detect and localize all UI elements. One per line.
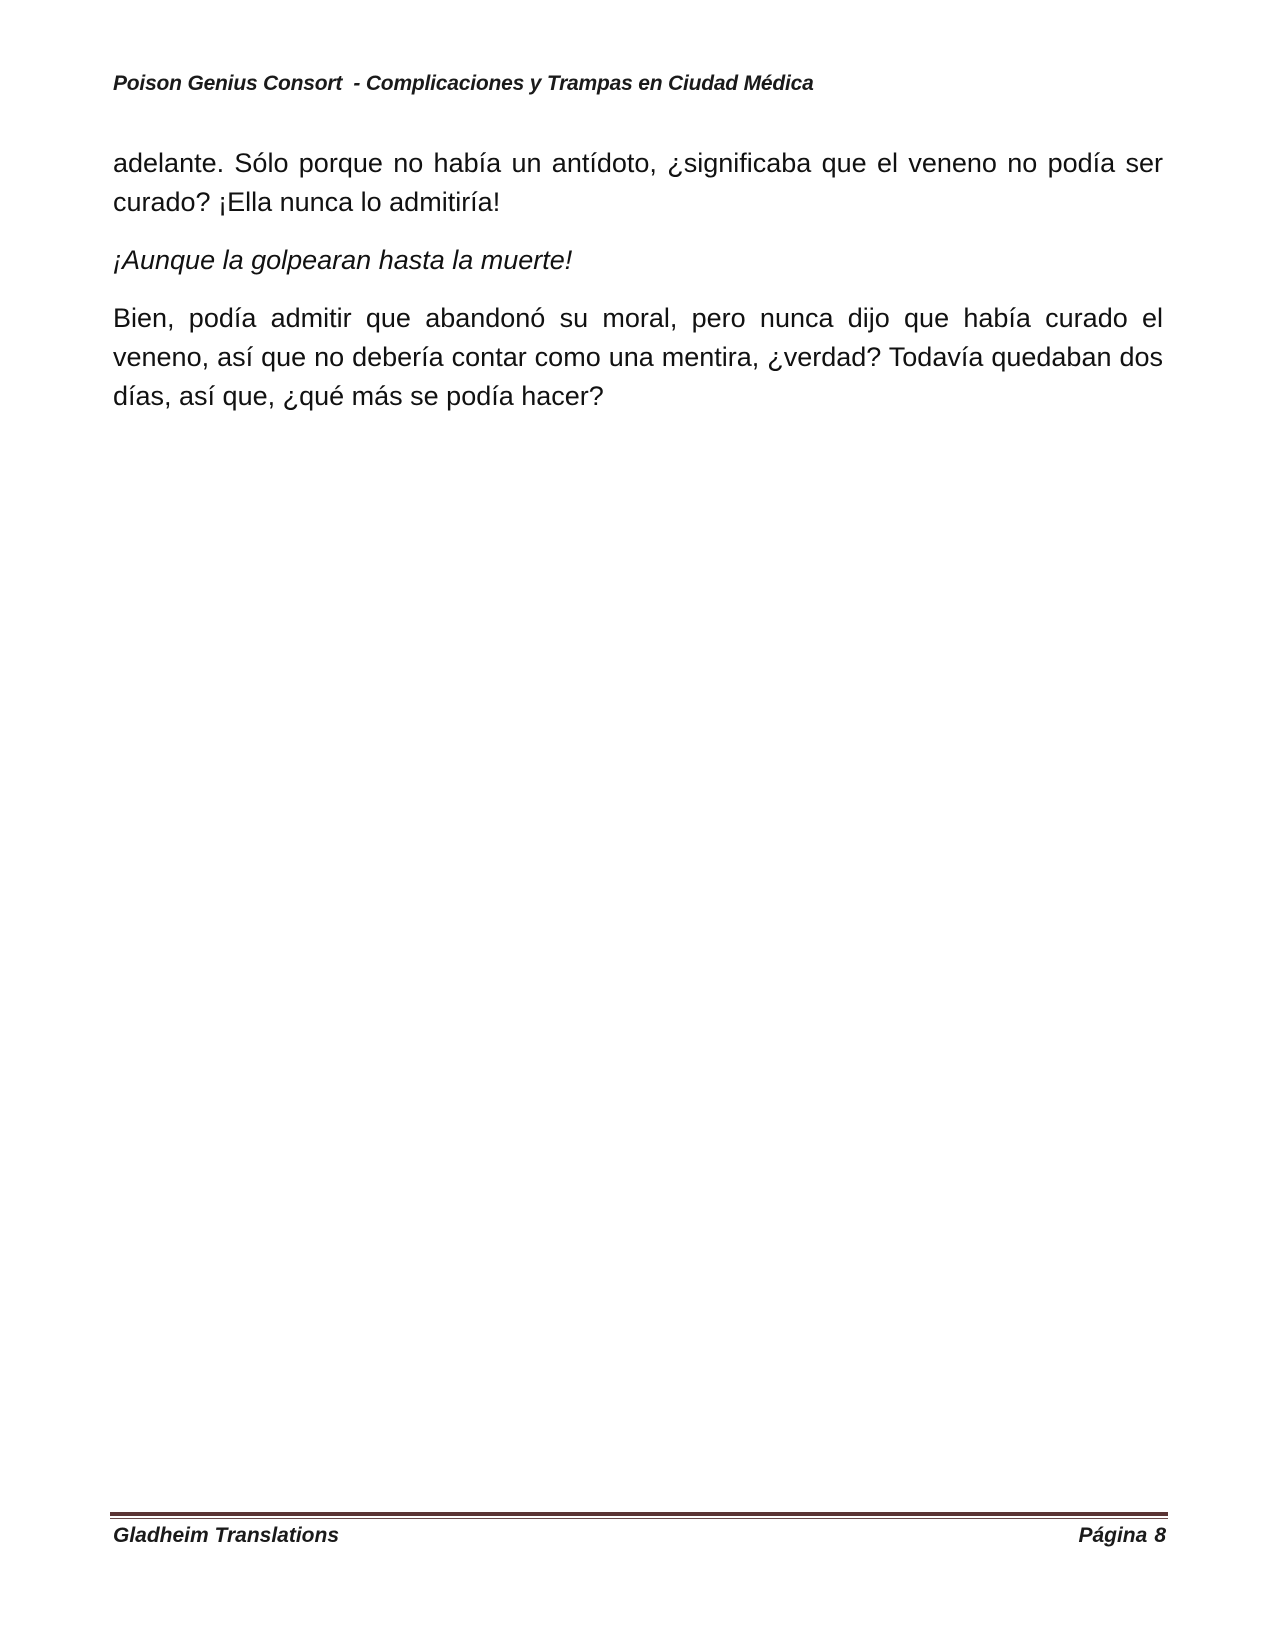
footer-divider	[110, 1512, 1168, 1519]
page-label: Página	[1078, 1524, 1148, 1547]
footer-divider-thick	[110, 1512, 1168, 1516]
page-number	[1078, 1524, 1166, 1548]
paragraph: Bien, podía admitir que abandonó su moral, pero nunca dijo que había curado el veneno, así que no debería contar como una mentira, ¿verdad? Todavía quedaban dos días, así que, ¿qué más se podía hacer?	[113, 303, 1163, 411]
running-header: Poison Genius Consort - Complicaciones y Trampas en Ciudad Médica	[113, 72, 814, 95]
page-number-value: 8	[1154, 1524, 1166, 1547]
page-footer	[113, 1524, 1166, 1548]
paragraph: adelante. Sólo porque no había un antídoto, ¿significaba que el veneno no podía ser curado? ¡Ella nunca lo admitiría!	[113, 148, 1163, 217]
document-body	[113, 144, 1163, 435]
footer-publisher: Gladheim Translations	[113, 1524, 340, 1547]
italic-paragraph: ¡Aunque la golpearan hasta la muerte!	[113, 245, 573, 275]
footer-divider-thin	[110, 1518, 1168, 1519]
